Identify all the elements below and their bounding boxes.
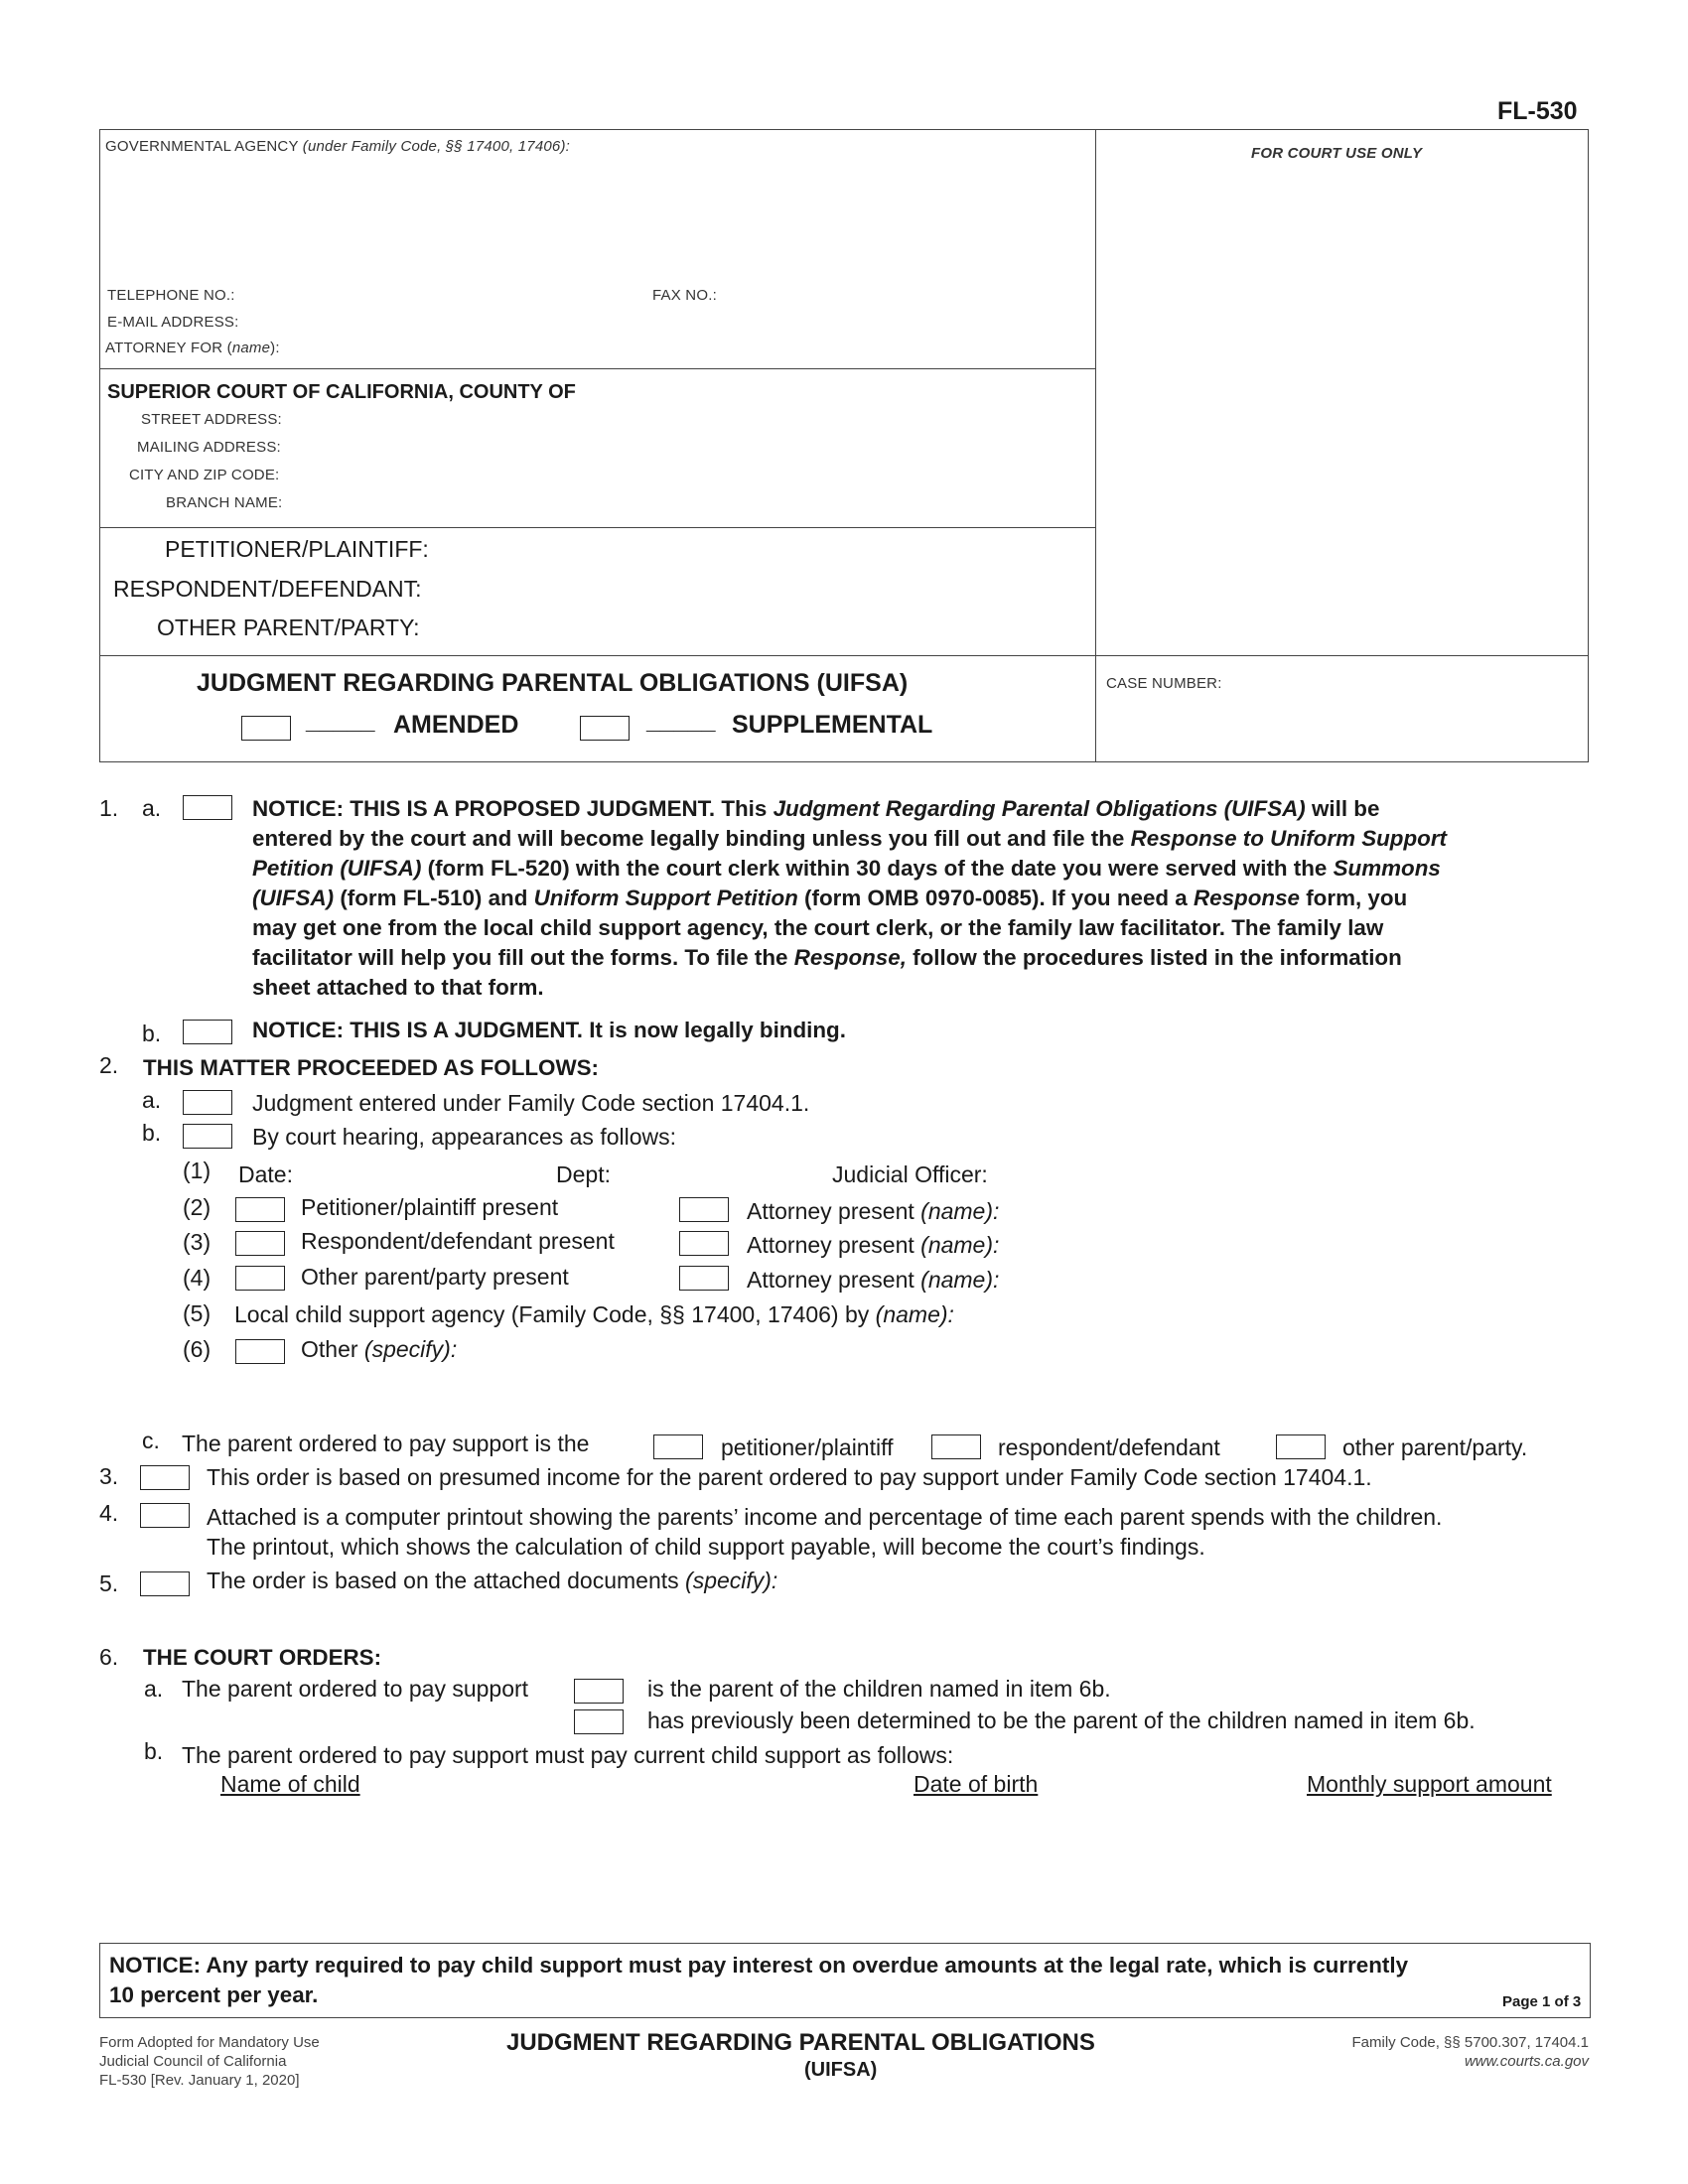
item1-number: 1. (99, 795, 119, 821)
other-checkbox[interactable] (235, 1339, 285, 1364)
item3-checkbox[interactable] (140, 1465, 190, 1490)
item2-number: 2. (99, 1052, 119, 1078)
item1a-letter: a. (142, 795, 162, 821)
col-name-of-child: Name of child (220, 1771, 360, 1797)
respondent-attorney-label: Attorney present (name): (747, 1232, 1000, 1258)
is-parent-checkbox[interactable] (574, 1679, 624, 1704)
footer-title: JUDGMENT REGARDING PARENTAL OBLIGATIONS (506, 2029, 1095, 2056)
item2b-letter: b. (142, 1120, 162, 1146)
petitioner-attorney-label: Attorney present (name): (747, 1198, 1000, 1224)
judicial-officer-label: Judicial Officer: (832, 1161, 988, 1187)
item2c-text: The parent ordered to pay support is the (182, 1431, 590, 1456)
item1a-checkbox[interactable] (183, 795, 232, 820)
payer-respondent-label: respondent/defendant (998, 1434, 1220, 1460)
amended-label: AMENDED (393, 711, 519, 739)
street-address-label: STREET ADDRESS: (141, 411, 282, 428)
petitioner-label: PETITIONER/PLAINTIFF: (165, 536, 429, 562)
item5-checkbox[interactable] (140, 1571, 190, 1596)
other-parent-label: OTHER PARENT/PARTY: (157, 614, 420, 640)
other-label: Other (specify): (301, 1336, 458, 1362)
payer-petitioner-checkbox[interactable] (653, 1434, 703, 1459)
case-number-label: CASE NUMBER: (1106, 675, 1222, 692)
item6-number: 6. (99, 1644, 119, 1670)
item6a-text: The parent ordered to pay support (182, 1676, 529, 1702)
footer-subtitle: (UIFSA) (804, 2059, 878, 2081)
court-title: SUPERIOR COURT OF CALIFORNIA, COUNTY OF (107, 381, 576, 403)
petitioner-present-label: Petitioner/plaintiff present (301, 1194, 559, 1220)
sub5-number: (5) (183, 1300, 211, 1326)
item4-line1: Attached is a computer printout showing the parents’ income and percentage of time each parent spends with the children. (207, 1504, 1443, 1530)
col-monthly-amount: Monthly support amount (1307, 1771, 1552, 1797)
form-title: JUDGMENT REGARDING PARENTAL OBLIGATIONS (UIFSA) (197, 669, 909, 697)
item5-number: 5. (99, 1570, 119, 1596)
payer-petitioner-label: petitioner/plaintiff (721, 1434, 894, 1460)
item2a-letter: a. (142, 1087, 162, 1113)
sub1-number: (1) (183, 1158, 211, 1183)
item2-title: THIS MATTER PROCEEDED AS FOLLOWS: (143, 1055, 599, 1080)
sub6-number: (6) (183, 1336, 211, 1362)
item2b-checkbox[interactable] (183, 1124, 232, 1149)
city-zip-label: CITY AND ZIP CODE: (129, 467, 280, 483)
petitioner-attorney-checkbox[interactable] (679, 1197, 729, 1222)
other-parent-present-checkbox[interactable] (235, 1266, 285, 1291)
interest-notice-text: NOTICE: Any party required to pay child support must pay interest on overdue amounts at the legal rate, which is currently 10 percent per year. (109, 1953, 1409, 2007)
hearing-dept-label: Dept: (556, 1161, 611, 1187)
item6-title: THE COURT ORDERS: (143, 1645, 382, 1670)
respondent-present-label: Respondent/defendant present (301, 1228, 615, 1254)
footer-right: Family Code, §§ 5700.307, 17404.1 www.courts.ca.gov (1327, 2033, 1589, 2071)
payer-respondent-checkbox[interactable] (931, 1434, 981, 1459)
email-label: E-MAIL ADDRESS: (107, 314, 239, 331)
supplemental-blank: _____ (646, 707, 716, 735)
item6b-text: The parent ordered to pay support must pay current child support as follows: (182, 1742, 954, 1768)
item6a-letter: a. (144, 1676, 164, 1702)
item4-number: 4. (99, 1500, 119, 1526)
sub4-number: (4) (183, 1265, 211, 1291)
item1b-checkbox[interactable] (183, 1020, 232, 1044)
item3-text: This order is based on presumed income for the parent ordered to pay support under Family Code section 17404.1. (207, 1464, 1372, 1490)
supplemental-label: SUPPLEMENTAL (732, 711, 933, 739)
respondent-label: RESPONDENT/DEFENDANT: (113, 576, 422, 602)
respondent-attorney-checkbox[interactable] (679, 1231, 729, 1256)
court-use-label: FOR COURT USE ONLY (1251, 145, 1423, 162)
item3-number: 3. (99, 1463, 119, 1489)
mailing-address-label: MAILING ADDRESS: (137, 439, 281, 456)
previously-determined-label: has previously been determined to be the parent of the children named in item 6b. (647, 1707, 1476, 1733)
fax-label: FAX NO.: (652, 287, 717, 304)
amended-blank: _____ (306, 707, 375, 735)
item2a-checkbox[interactable] (183, 1090, 232, 1115)
agency-label: GOVERNMENTAL AGENCY (under Family Code, §§ 17400, 17406): (105, 138, 571, 155)
item2b-text: By court hearing, appearances as follows: (252, 1124, 677, 1150)
footer-left: Form Adopted for Mandatory Use Judicial Council of California FL-530 [Rev. January 1, 2020] (99, 2034, 320, 2089)
payer-other-label: other parent/party. (1342, 1434, 1528, 1460)
sub2-number: (2) (183, 1194, 211, 1220)
item4-line2: The printout, which shows the calculation of child support payable, will become the court’s findings. (207, 1534, 1205, 1560)
petitioner-present-checkbox[interactable] (235, 1197, 285, 1222)
previously-determined-checkbox[interactable] (574, 1709, 624, 1734)
page-indicator: Page 1 of 3 (1502, 1993, 1582, 2010)
other-parent-attorney-label: Attorney present (name): (747, 1267, 1000, 1293)
item5-text: The order is based on the attached documents (specify): (207, 1568, 778, 1593)
item6b-letter: b. (144, 1738, 164, 1764)
header-divider (1095, 129, 1096, 762)
amended-checkbox[interactable] (241, 716, 291, 741)
branch-name-label: BRANCH NAME: (166, 494, 283, 511)
item1b-letter: b. (142, 1021, 162, 1046)
attorney-for-label: ATTORNEY FOR (name): (105, 340, 280, 356)
courts-website-link[interactable]: www.courts.ca.gov (1464, 2053, 1589, 2070)
item1b-notice: NOTICE: THIS IS A JUDGMENT. It is now legally binding. (252, 1018, 846, 1042)
item4-checkbox[interactable] (140, 1503, 190, 1528)
item1a-notice: NOTICE: THIS IS A PROPOSED JUDGMENT. This Judgment Regarding Parental Obligations (UIFSA) will be entered by the court and will become legally binding unless you fill out and file the Response to Uniform Support Petition (UIFSA) (form FL-520) with the court clerk within 30 days of the date you were served with the Summons (UIFSA) (form FL-510) and Uniform Support Petition (form OMB 0970-0085). If you need a Response form, you may get one from the local child support agency, the court clerk, or the family law facilitator. The family law facilitator will help you fill out the forms. To file the Response, follow the procedures listed in the information sheet attached to that form. (252, 796, 1448, 1000)
item2a-text: Judgment entered under Family Code section 17404.1. (252, 1090, 810, 1116)
sub3-number: (3) (183, 1229, 211, 1255)
other-parent-attorney-checkbox[interactable] (679, 1266, 729, 1291)
col-date-of-birth: Date of birth (914, 1771, 1039, 1797)
hearing-date-label: Date: (238, 1161, 293, 1187)
lcsa-label: Local child support agency (Family Code, §§ 17400, 17406) by (name): (234, 1301, 954, 1327)
payer-other-checkbox[interactable] (1276, 1434, 1326, 1459)
is-parent-label: is the parent of the children named in item 6b. (647, 1676, 1111, 1702)
telephone-label: TELEPHONE NO.: (107, 287, 235, 304)
form-number: FL-530 (1497, 97, 1578, 125)
other-parent-present-label: Other parent/party present (301, 1264, 569, 1290)
header-box (99, 129, 1589, 762)
item2c-letter: c. (142, 1428, 160, 1453)
supplemental-checkbox[interactable] (580, 716, 630, 741)
respondent-present-checkbox[interactable] (235, 1231, 285, 1256)
